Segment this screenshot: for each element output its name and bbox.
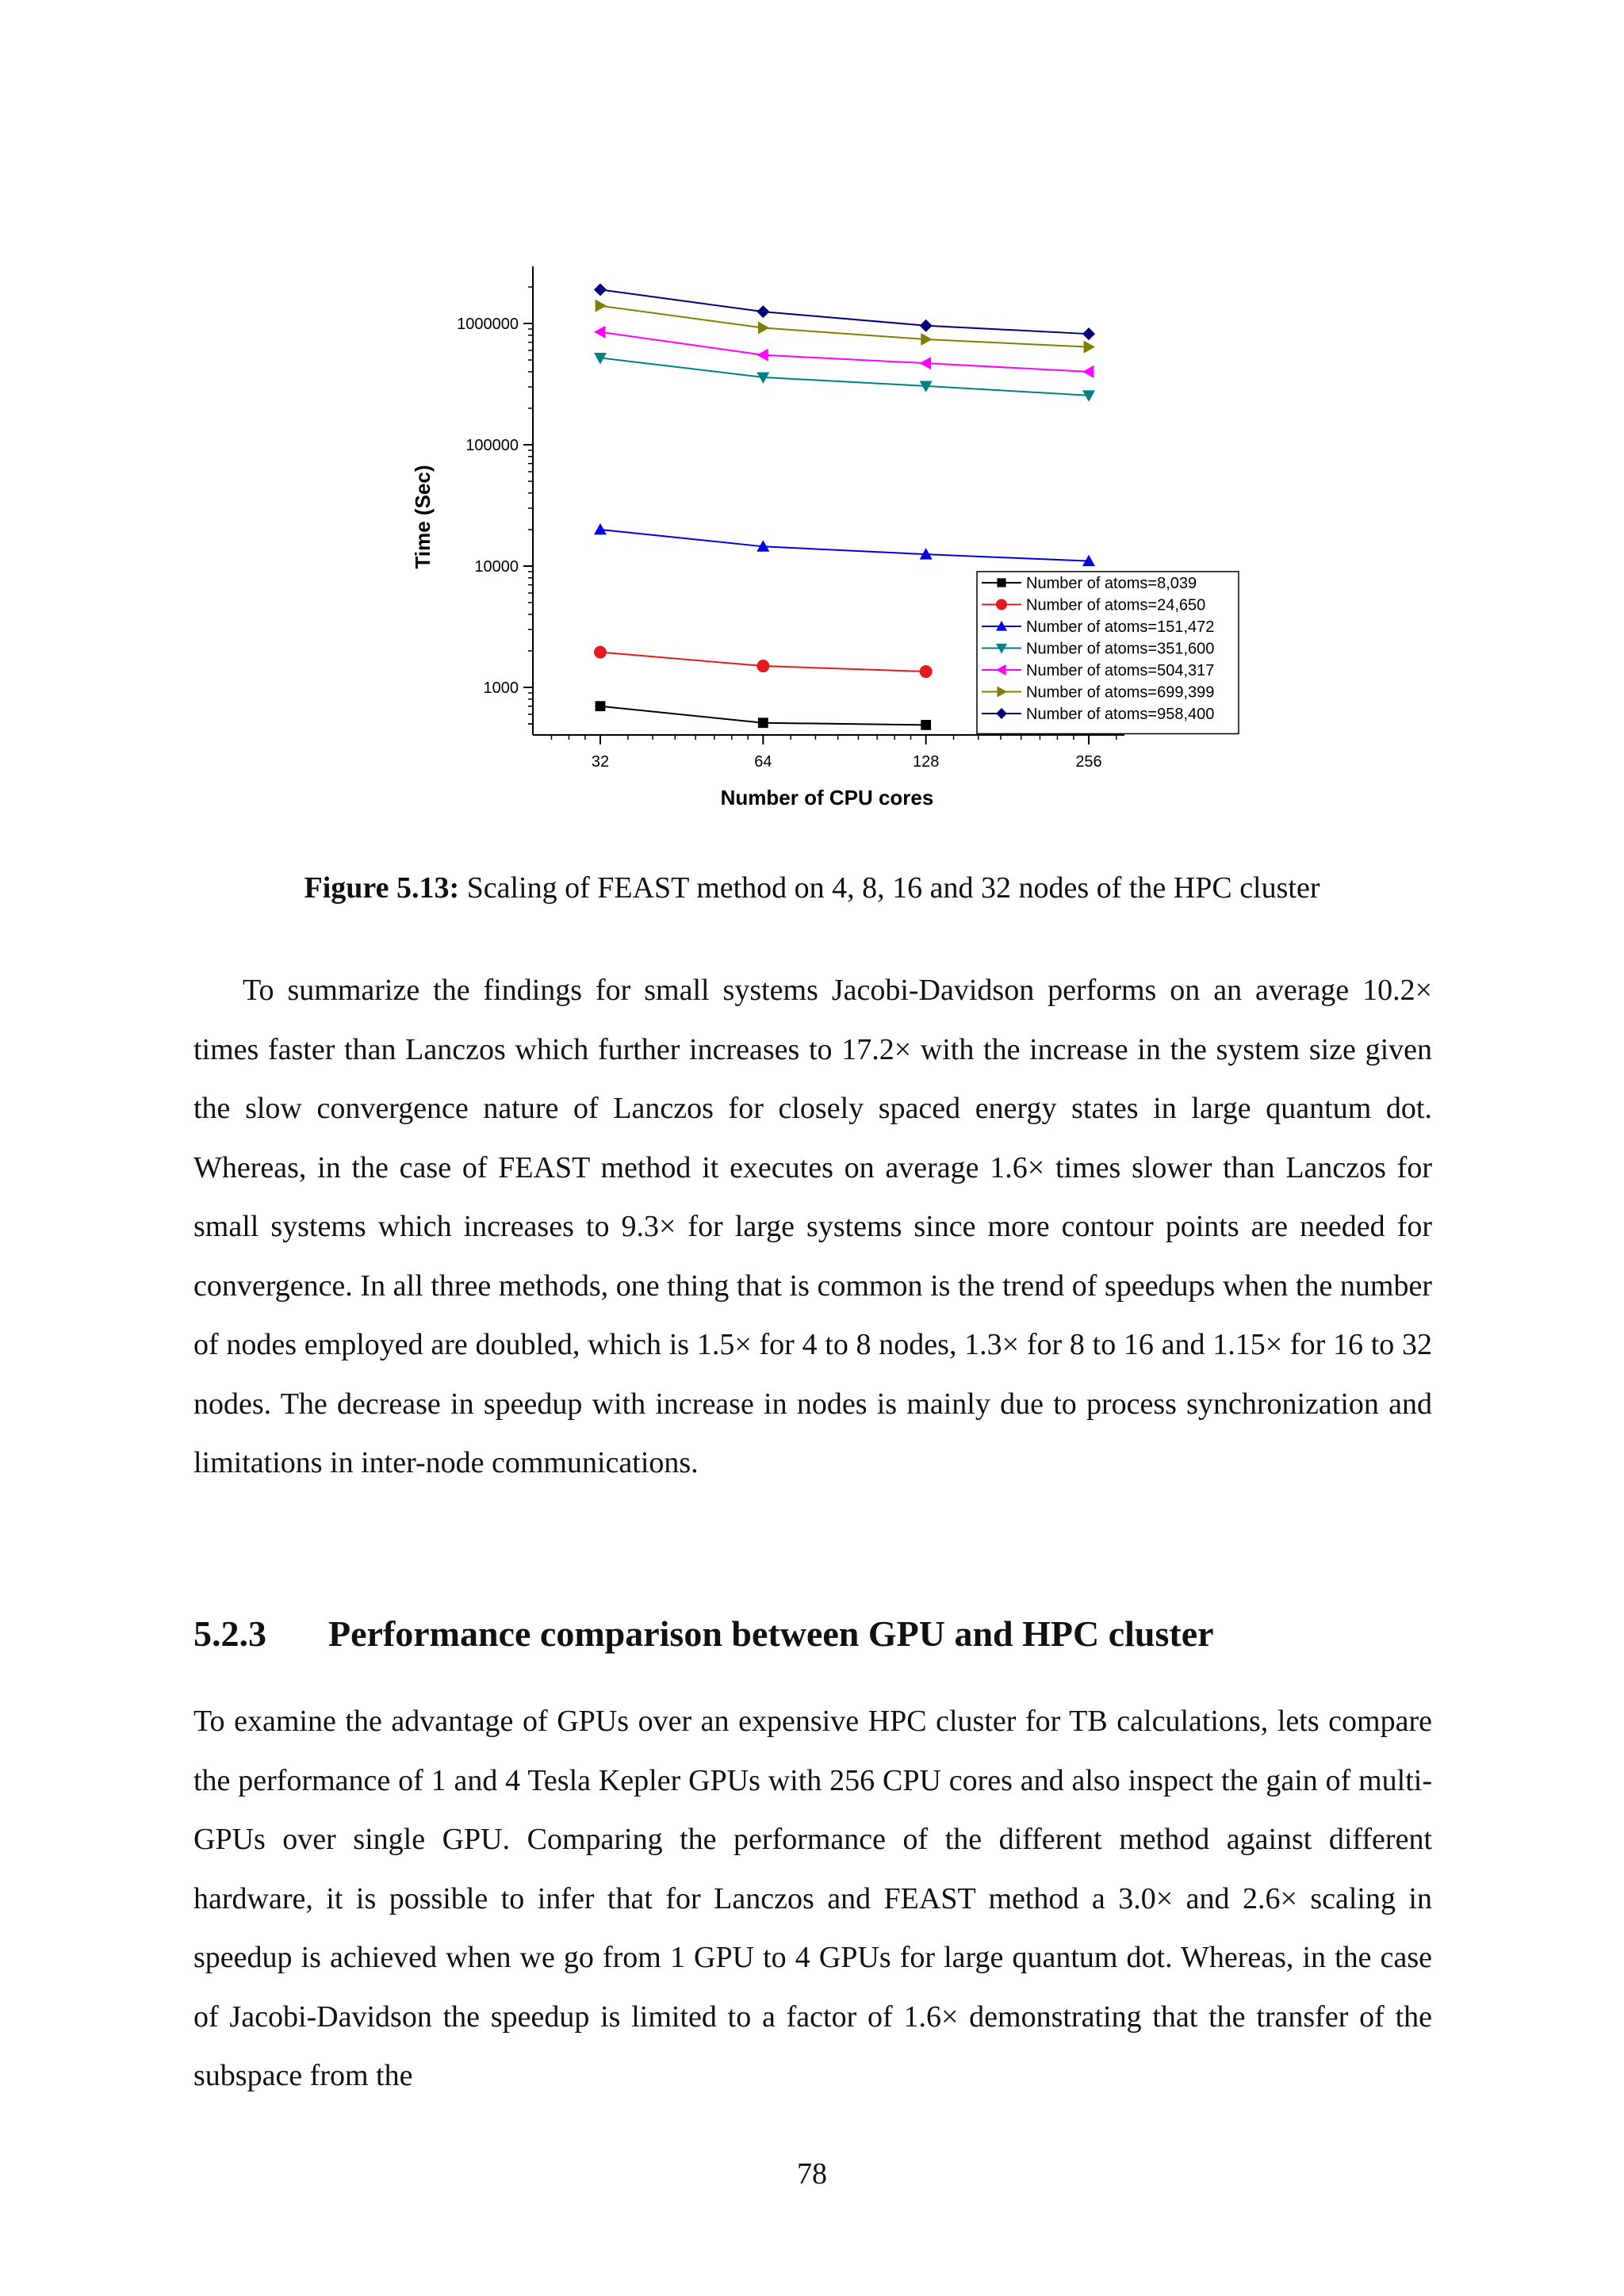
- series-line: [600, 358, 1089, 395]
- series-line: [600, 306, 1089, 347]
- data-point-triangle-right: [921, 333, 932, 346]
- y-tick-label: 100000: [465, 437, 519, 454]
- series: [594, 523, 1095, 566]
- data-point-square: [596, 701, 606, 711]
- series: [596, 701, 931, 730]
- summary-paragraph: To summarize the findings for small systems Jacobi-Davidson performs on an average 10.2× times faster than Lanczos which further increases to 17.2× with the increase in the system size given the slow convergence nature of Lanczos for closely spaced energy states in large quantum dot. Whereas, in the case of FEAST method it executes on average 1.6× times slower than Lanczos for small systems which increases to 9.3× for large systems since more contour points are needed for convergence. In all three methods, one thing that is common is the trend of speedups when the number of nodes employed are doubled, which is 1.5× for 4 to 8 nodes, 1.3× for 8 to 16 and 1.15× for 16 to 32 nodes. The decrease in speedup with increase in nodes is mainly due to process synchronization and limitations in inter-node communications.: [193, 974, 1432, 1479]
- gpu-comparison-paragraph: To examine the advantage of GPUs over an expensive HPC cluster for TB calculations, lets compare the performance of 1 and 4 Tesla Kepler GPUs with 256 CPU cores and also inspect the gain of multi-GPUs over single GPU. Comparing the performance of the different method against different hardware, it is possible to infer that for Lanczos and FEAST method a 3.0× and 2.6× scaling in speedup is achieved when we go from 1 GPU to 4 GPUs for large quantum dot. Whereas, in the case of Jacobi-Davidson the speedup is limited to a factor of 1.6× demonstrating that the transfer of the subspace from the: [193, 1705, 1432, 2092]
- data-point-circle: [756, 660, 769, 672]
- series: [594, 353, 1095, 402]
- series-line: [600, 289, 1089, 334]
- summary-paragraph-block: [193, 961, 1432, 1493]
- data-point-triangle-left: [594, 326, 605, 339]
- legend-entry-label: Number of atoms=151,472: [1026, 618, 1215, 636]
- data-point-diamond: [756, 305, 769, 318]
- section-title: Performance comparison between GPU and HPC cluster: [328, 1613, 1214, 1654]
- data-point-square: [997, 578, 1005, 587]
- data-point-square: [758, 718, 768, 728]
- data-point-circle: [594, 646, 607, 659]
- legend: [977, 572, 1239, 734]
- x-tick-label: 128: [912, 753, 940, 771]
- figure-label: Figure 5.13:: [304, 871, 460, 905]
- data-point-square: [921, 720, 931, 730]
- legend-entry-label: Number of atoms=24,650: [1026, 596, 1206, 614]
- series-line: [600, 530, 1089, 561]
- section-heading: [193, 1613, 1432, 1655]
- data-point-triangle-left: [1082, 365, 1094, 378]
- data-point-triangle-left: [920, 357, 931, 369]
- series: [596, 300, 1095, 354]
- data-point-triangle-right: [596, 300, 607, 312]
- legend-entry-label: Number of atoms=699,399: [1026, 683, 1215, 702]
- data-point-triangle-right: [1084, 341, 1095, 354]
- data-point-diamond: [920, 320, 933, 332]
- figure-caption: [0, 871, 1624, 905]
- x-tick-label: 256: [1075, 753, 1102, 771]
- data-point-triangle-up: [594, 523, 607, 534]
- section-number: 5.2.3: [193, 1613, 266, 1654]
- data-point-triangle-left: [756, 349, 768, 362]
- data-point-triangle-right: [758, 322, 769, 335]
- legend-entry-label: Number of atoms=504,317: [1026, 662, 1215, 679]
- data-point-circle: [920, 665, 933, 678]
- x-axis-title: Number of CPU cores: [720, 786, 934, 809]
- figure-caption-text: Scaling of FEAST method on 4, 8, 16 and 32 nodes of the HPC cluster: [466, 871, 1320, 905]
- data-point-triangle-down: [1082, 390, 1095, 401]
- gpu-comparison-paragraph-block: [193, 1692, 1432, 2106]
- y-tick-label: 1000000: [457, 316, 519, 333]
- x-tick-label: 32: [591, 753, 610, 771]
- y-tick-label: 1000: [483, 679, 519, 697]
- legend-entry-label: Number of atoms=351,600: [1026, 640, 1215, 658]
- scaling-chart: [0, 0, 1624, 840]
- data-point-circle: [996, 599, 1007, 610]
- series: [594, 646, 933, 678]
- legend-entry-label: Number of atoms=8,039: [1026, 575, 1197, 592]
- y-tick-label: 10000: [474, 558, 519, 576]
- page-number: 78: [797, 2157, 827, 2191]
- x-tick-label: 64: [754, 753, 772, 771]
- series: [594, 283, 1095, 340]
- legend-entry-label: Number of atoms=958,400: [1026, 706, 1215, 723]
- data-point-diamond: [1082, 327, 1095, 340]
- series-line: [600, 332, 1089, 372]
- data-point-diamond: [594, 283, 607, 296]
- y-axis-title: Time (Sec): [411, 465, 435, 569]
